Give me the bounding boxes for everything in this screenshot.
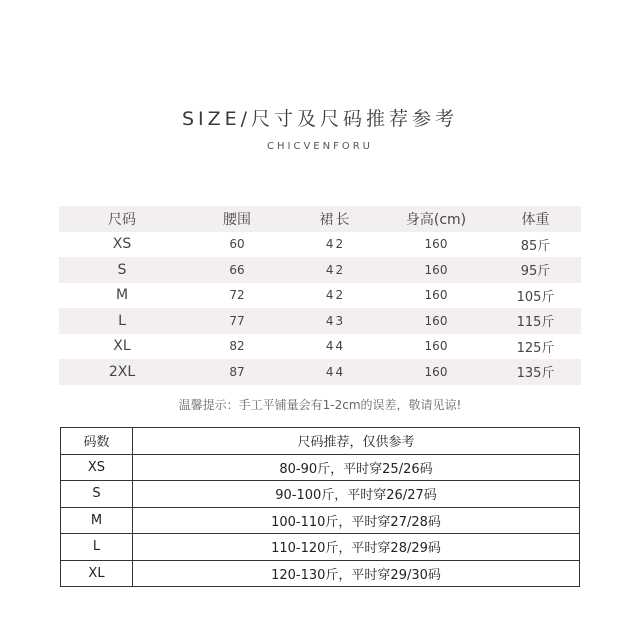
cell-weight: 95斤 — [490, 257, 581, 283]
size-table-header-row — [59, 206, 581, 232]
brand-name: CHICVENFORU — [267, 141, 373, 152]
table-row — [59, 257, 581, 283]
page-title: SIZE/尺寸及尺码推荐参考 — [181, 108, 459, 130]
table-row — [61, 560, 580, 587]
cell-size-code: L — [61, 534, 133, 561]
cell-size: XL — [113, 338, 131, 355]
cell-waist: 66 — [185, 257, 289, 283]
header-skirt-length: 裙长 — [289, 206, 382, 232]
cell-skirt-length: 42 — [325, 288, 346, 303]
cell-size-code: M — [61, 507, 133, 534]
header-size: 尺码 — [59, 206, 185, 232]
recommend-table-header-row — [61, 428, 580, 455]
cell-size: 2XL — [59, 359, 185, 385]
table-row — [59, 359, 581, 385]
table-row — [61, 454, 580, 481]
cell-size: S — [59, 257, 185, 283]
measurement-note: 温馨提示：手工平铺量会有1-2cm的误差，敬请见谅! — [178, 398, 462, 412]
cell-size-code: XS — [61, 454, 133, 481]
table-row — [61, 534, 580, 561]
size-recommend-table — [60, 427, 580, 587]
cell-skirt-length: 43 — [289, 308, 382, 334]
cell-height: 160 — [382, 257, 490, 283]
table-row — [59, 308, 581, 334]
cell-skirt-length: 44 — [289, 359, 382, 385]
cell-weight: 85斤 — [520, 238, 551, 254]
cell-skirt-length: 42 — [325, 237, 346, 252]
table-row — [61, 507, 580, 534]
cell-weight: 135斤 — [490, 359, 581, 385]
cell-height: 160 — [424, 237, 448, 252]
cell-weight: 125斤 — [516, 340, 555, 356]
header-waist: 腰围 — [185, 206, 289, 232]
cell-waist: 60 — [229, 237, 245, 252]
cell-waist: 87 — [185, 359, 289, 385]
header-recommendation: 尺码推荐，仅供参考 — [133, 428, 580, 455]
table-row — [59, 283, 581, 309]
header-height: 身高(cm) — [382, 206, 490, 232]
table-row — [59, 334, 581, 360]
size-table — [59, 206, 581, 385]
cell-waist: 77 — [185, 308, 289, 334]
cell-recommendation: 110-120斤，平时穿28/29码 — [133, 534, 580, 561]
cell-recommendation: 120-130斤，平时穿29/30码 — [133, 560, 580, 587]
cell-size: M — [115, 287, 129, 304]
header-size-code: 码数 — [61, 428, 133, 455]
cell-weight: 105斤 — [516, 289, 555, 305]
cell-waist: 72 — [229, 288, 245, 303]
cell-weight: 115斤 — [490, 308, 581, 334]
cell-recommendation: 80-90斤，平时穿25/26码 — [133, 454, 580, 481]
cell-height: 160 — [382, 359, 490, 385]
header-weight: 体重 — [490, 206, 581, 232]
cell-height: 160 — [424, 339, 448, 354]
cell-skirt-length: 42 — [289, 257, 382, 283]
cell-size: XS — [112, 236, 132, 253]
table-row — [61, 481, 580, 508]
cell-size: L — [59, 308, 185, 334]
cell-size-code: S — [61, 481, 133, 508]
cell-size-code: XL — [61, 560, 133, 587]
cell-recommendation: 90-100斤，平时穿26/27码 — [133, 481, 580, 508]
cell-recommendation: 100-110斤，平时穿27/28码 — [133, 507, 580, 534]
cell-height: 160 — [424, 288, 448, 303]
cell-height: 160 — [382, 308, 490, 334]
cell-waist: 82 — [229, 339, 245, 354]
cell-skirt-length: 44 — [325, 339, 346, 354]
table-row — [59, 232, 581, 258]
